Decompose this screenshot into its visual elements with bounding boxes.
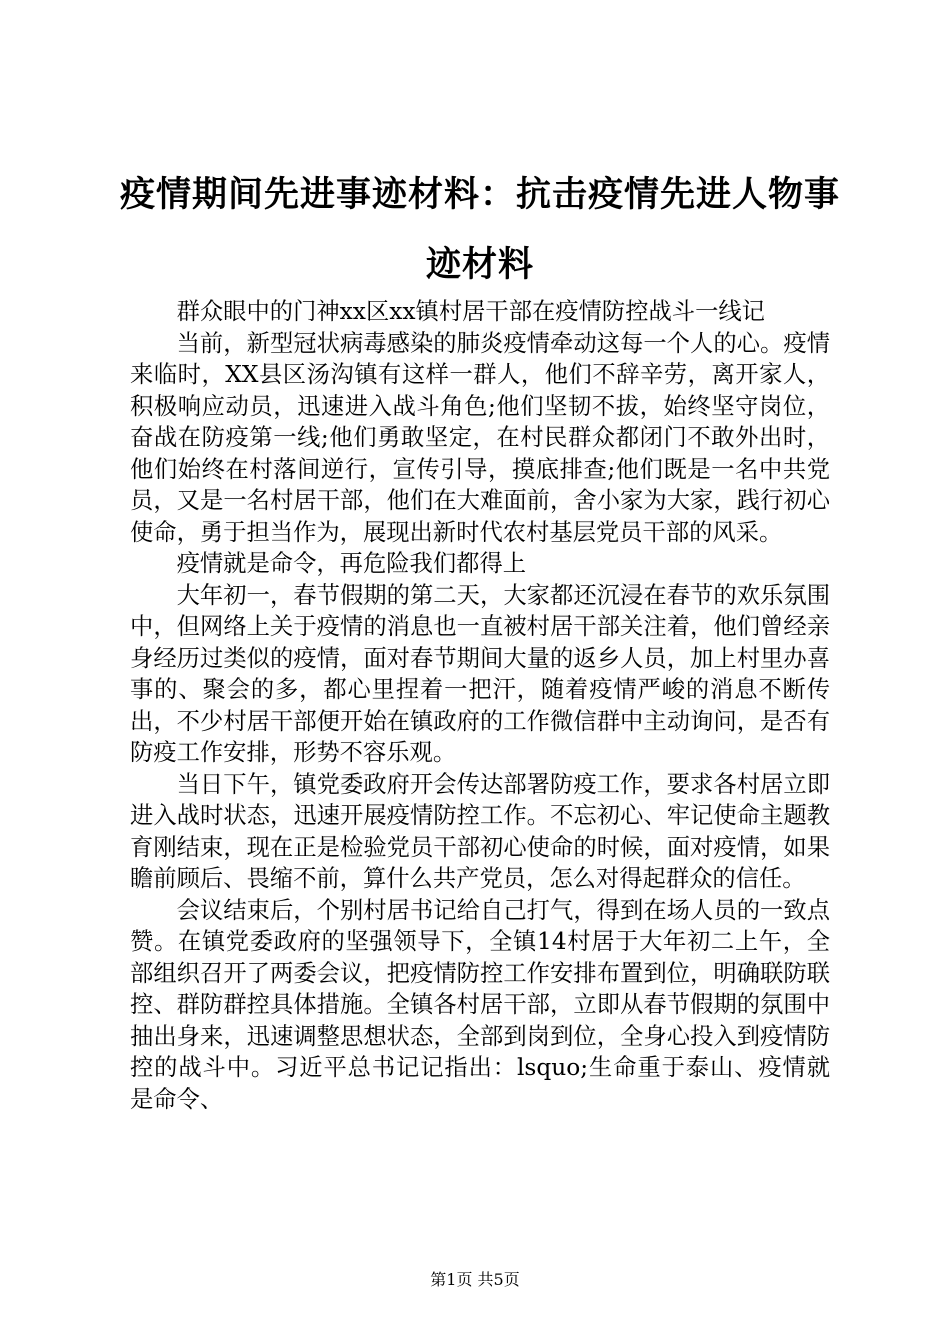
document-title: 疫情期间先进事迹材料：抗击疫情先进人物事迹材料 (119, 174, 840, 285)
document-body (130, 296, 830, 1115)
paragraph: 会议结束后，个别村居书记给自己打气，得到在场人员的一致点赞。在镇党委政府的坚强领导下，全镇14村居于大年初二上午，全部组织召开了两委会议，把疫情防控工作安排布置到位，明确联防联控、群防群控具体措施。全镇各村居干部，立即从春节假期的氛围中抽出身来，迅速调整思想状态，全部到岗到位，全身心投入到疫情防控的战斗中。习近平总书记记指出：lsquo;生命重于泰山、疫情就是命令、 (130, 896, 830, 1113)
page-footer: 第1页 共5页 (430, 1270, 520, 1289)
paragraph-subtitle: 群众眼中的门神xx区xx镇村居干部在疫情防控战斗一线记 (176, 298, 765, 325)
section-heading: 疫情就是命令，再危险我们都得上 (176, 550, 527, 577)
paragraph: 当日下午，镇党委政府开会传达部署防疫工作，要求各村居立即进入战时状态，迅速开展疫情防控工作。不忘初心、牢记使命主题教育刚结束，现在正是检验党员干部初心使命的时候，面对疫情，如果瞻前顾后、畏缩不前，算什么共产党员，怎么对得起群众的信任。 (130, 770, 830, 892)
paragraph: 当前，新型冠状病毒感染的肺炎疫情牵动这每一个人的心。疫情来临时，XX县区汤沟镇有这样一群人，他们不辞辛劳，离开家人，积极响应动员，迅速进入战斗角色;他们坚韧不拔，始终坚守岗位，奋战在防疫第一线;他们勇敢坚定，在村民群众都闭门不敢外出时，他们始终在村落间逆行，宣传引导，摸底排查;他们既是一名中共党员，又是一名村居干部，他们在大难面前，舍小家为大家，践行初心使命，勇于担当作为，展现出新时代农村基层党员干部的风采。 (130, 329, 830, 546)
paragraph: 大年初一，春节假期的第二天，大家都还沉浸在春节的欢乐氛围中，但网络上关于疫情的消息也一直被村居干部关注着，他们曾经亲身经历过类似的疫情，面对春节期间大量的返乡人员，加上村里办喜事的、聚会的多，都心里捏着一把汗，随着疫情严峻的消息不断传出，不少村居干部便开始在镇政府的工作微信群中主动询问，是否有防疫工作安排，形势不容乐观。 (130, 581, 830, 766)
